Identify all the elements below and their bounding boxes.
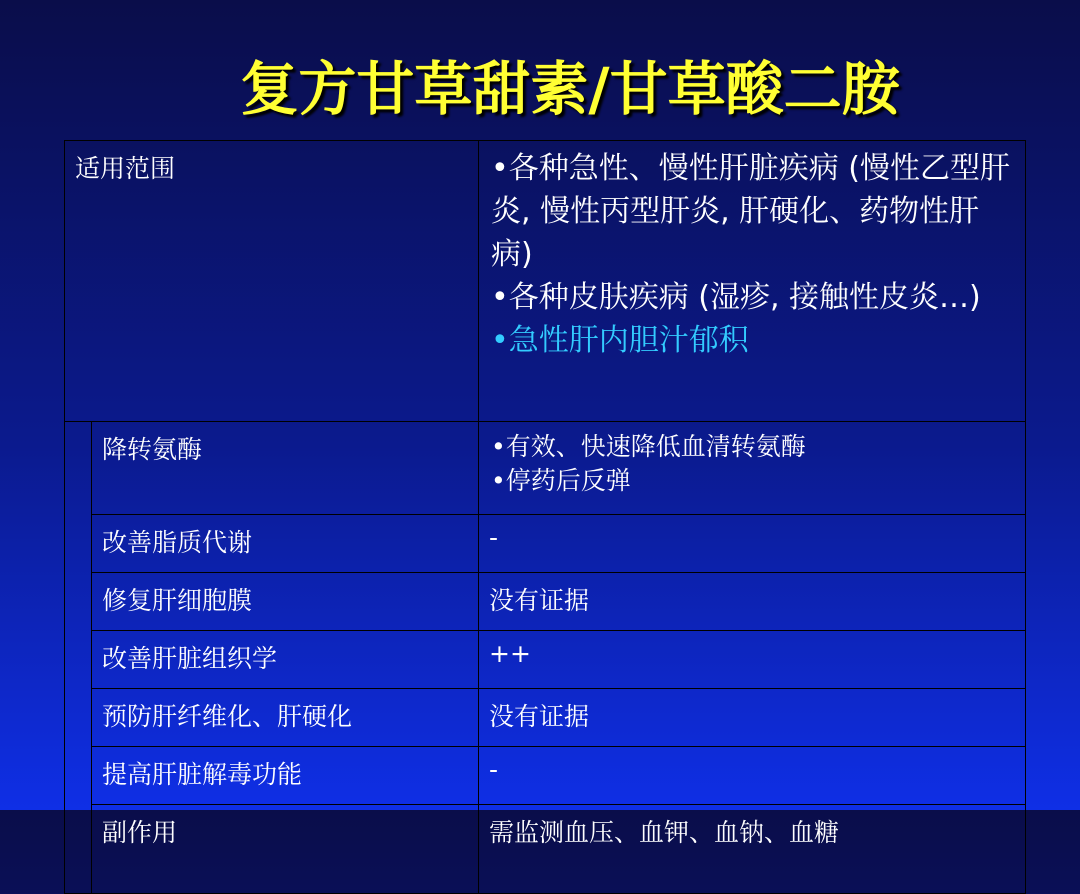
scope-label: 适用范围 <box>65 141 479 422</box>
row-value: ++ <box>479 631 1026 689</box>
row-label: 降转氨酶 <box>92 422 479 515</box>
table-row-scope <box>65 141 1026 422</box>
table-row <box>65 805 1026 894</box>
scope-item: •各种皮肤疾病 (湿疹, 接触性皮炎…) <box>491 280 981 315</box>
indent-cell <box>65 422 92 894</box>
scope-content <box>479 141 1026 422</box>
row-label: 修复肝细胞膜 <box>92 573 479 631</box>
row-value-line: •有效、快速降低血清转氨酶 <box>491 432 806 461</box>
slide-title: 复方甘草甜素/甘草酸二胺 <box>240 55 900 123</box>
row-label: 改善肝脏组织学 <box>92 631 479 689</box>
table-row <box>65 515 1026 573</box>
row-value-line: •停药后反弹 <box>491 466 631 495</box>
scope-item: •各种急性、慢性肝脏疾病 (慢性乙型肝炎, 慢性丙型肝炎, 肝硬化、药物性肝病) <box>491 151 1010 272</box>
row-label: 提高肝脏解毒功能 <box>92 747 479 805</box>
table-row <box>65 422 1026 515</box>
comparison-table <box>64 140 1026 894</box>
row-value: 需监测血压、血钾、血钠、血糖 <box>479 805 1026 894</box>
table-row <box>65 689 1026 747</box>
row-label: 改善脂质代谢 <box>92 515 479 573</box>
row-value: 没有证据 <box>479 689 1026 747</box>
table-row <box>65 573 1026 631</box>
scope-highlight-item: •急性肝内胆汁郁积 <box>491 323 749 358</box>
row-value <box>479 422 1026 515</box>
row-label: 预防肝纤维化、肝硬化 <box>92 689 479 747</box>
table-row <box>65 631 1026 689</box>
row-value: - <box>479 515 1026 573</box>
row-value: - <box>479 747 1026 805</box>
table-row <box>65 747 1026 805</box>
row-label: 副作用 <box>92 805 479 894</box>
row-value: 没有证据 <box>479 573 1026 631</box>
